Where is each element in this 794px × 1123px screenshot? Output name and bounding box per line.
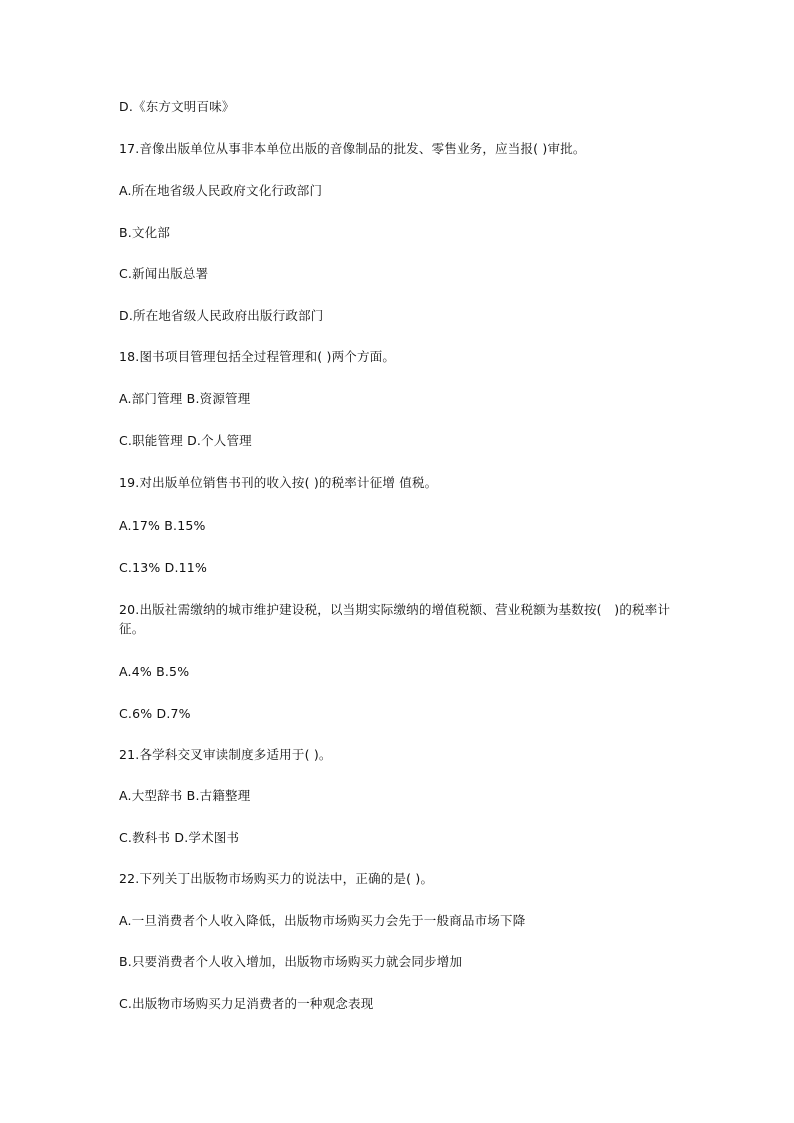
- option-a-22: A.一旦消费者个人收入降低，出版物市场购买力会先于一般商品市场下降: [119, 913, 526, 928]
- options-ab-21: A.大型辞书 B.古籍整理: [119, 788, 251, 803]
- options-cd-19: C.13% D.11%: [119, 560, 208, 575]
- options-cd-21: C.教科书 D.学术图书: [119, 830, 240, 845]
- options-ab-19: A.17% B.15%: [119, 518, 206, 533]
- option-d-16: D.《东方文明百味》: [119, 99, 235, 114]
- option-c-17: C.新闻出版总署: [119, 266, 209, 281]
- question-22: 22.下列关丁出版物市场购买力的说法中，正确的是( )。: [119, 871, 434, 886]
- options-cd-20: C.6% D.7%: [119, 706, 191, 721]
- question-20: 20.出版社需缴纳的城市维护建设税，以当期实际缴纳的增值税额、营业税额为基数按( )的税率计征。: [119, 602, 671, 636]
- question-19: 19.对出版单位销售书刊的收入按( )的税率计征增 值税。: [119, 475, 438, 490]
- question-21: 21.各学科交叉审读制度多适用于( )。: [119, 747, 332, 762]
- option-b-17: B.文化部: [119, 225, 171, 240]
- option-c-22: C.出版物市场购买力足消费者的一种观念表现: [119, 996, 374, 1011]
- question-18: 18.图书项目管理包括全过程管理和( )两个方面。: [119, 349, 396, 364]
- question-17: 17.音像出版单位从事非本单位出版的音像制品的批发、零售业务，应当报( )审批。: [119, 141, 586, 156]
- option-a-17: A.所在地省级人民政府文化行政部门: [119, 183, 323, 198]
- options-cd-18: C.职能管理 D.个人管理: [119, 433, 252, 448]
- option-d-17: D.所在地省级人民政府出版行政部门: [119, 308, 324, 323]
- options-ab-18: A.部门管理 B.资源管理: [119, 391, 251, 406]
- option-b-22: B.只要消费者个人收入增加，出版物市场购买力就会同步增加: [119, 954, 463, 969]
- options-ab-20: A.4% B.5%: [119, 664, 190, 679]
